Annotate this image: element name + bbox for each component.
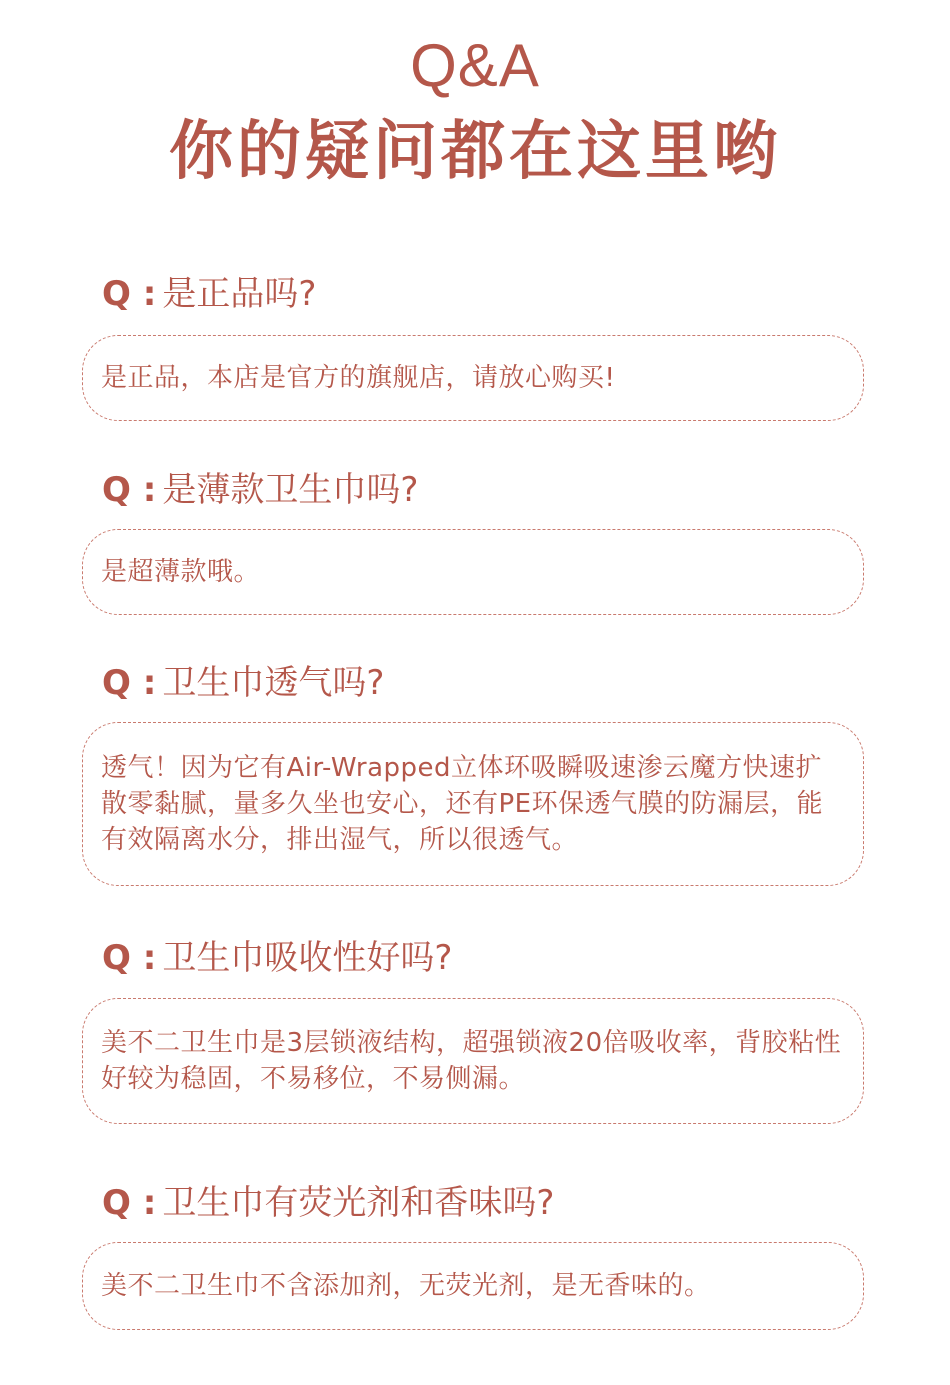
question-text: 卫生巾透气吗? [162, 663, 385, 703]
qa-heading: Q&A [410, 32, 540, 99]
question-prefix: Q : [102, 663, 157, 703]
answer-text: 美不二卫生巾不含添加剂，无荧光剂，是无香味的。 [101, 1271, 711, 1301]
question-prefix: Q : [102, 938, 157, 978]
question-1 [102, 274, 316, 314]
answer-text: 美不二卫生巾是3层锁液结构，超强锁液20倍吸收率，背胶粘性好较为稳固，不易移位，不易侧漏。 [101, 1028, 842, 1094]
question-text: 是薄款卫生巾吗? [162, 470, 419, 510]
question-4 [102, 938, 452, 978]
question-prefix: Q : [102, 470, 157, 510]
question-text: 是正品吗? [162, 274, 317, 314]
question-5 [102, 1183, 554, 1223]
question-prefix: Q : [102, 274, 157, 314]
page-header [0, 30, 950, 190]
question-text: 卫生巾有荧光剂和香味吗? [162, 1183, 555, 1223]
answer-box-5 [82, 1242, 864, 1330]
answer-box-3 [82, 722, 864, 886]
question-text: 卫生巾吸收性好吗? [162, 938, 453, 978]
question-prefix: Q : [102, 1183, 157, 1223]
question-2 [102, 470, 418, 510]
answer-box-1 [82, 335, 864, 421]
answer-text: 是正品，本店是官方的旗舰店，请放心购买! [101, 363, 616, 393]
question-3 [102, 663, 384, 703]
page-title: 你的疑问都在这里哟 [169, 115, 781, 189]
answer-text: 透气！因为它有Air-Wrapped立体环吸瞬吸速渗云魔方快速扩散零黏腻，量多久坐也安心，还有PE环保透气膜的防漏层，能有效隔离水分，排出湿气，所以很透气。 [101, 753, 824, 855]
answer-box-4 [82, 998, 864, 1124]
answer-text: 是超薄款哦。 [101, 557, 261, 587]
answer-box-2 [82, 529, 864, 615]
